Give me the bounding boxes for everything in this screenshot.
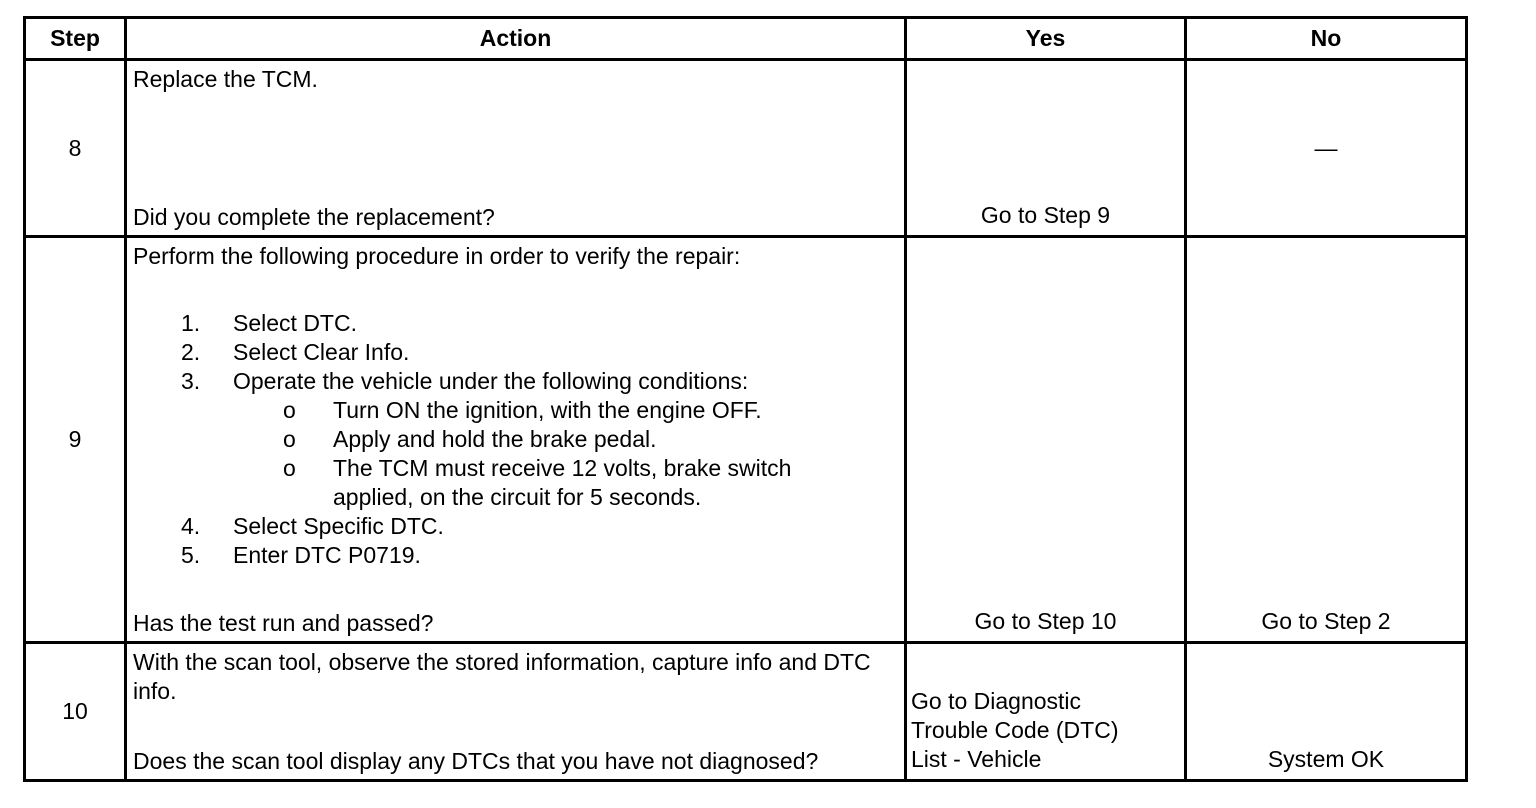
- no-value: System OK: [1267, 746, 1385, 772]
- procedure-list: [133, 309, 898, 570]
- step-number: 9: [25, 237, 126, 643]
- yes-cell: [906, 237, 1186, 643]
- list-item: 1. Select DTC.: [181, 310, 357, 336]
- yes-cell: [906, 643, 1186, 781]
- header-action: Action: [126, 18, 906, 60]
- action-cell: [126, 237, 906, 643]
- action-intro: With the scan tool, observe the stored information, capture info and DTC info.: [133, 649, 871, 704]
- no-value: —: [1314, 134, 1338, 161]
- action-intro: Replace the TCM.: [133, 66, 318, 92]
- no-link[interactable]: Go to Step 2: [1261, 608, 1391, 634]
- action-cell: [126, 60, 906, 237]
- header-yes: Yes: [906, 18, 1186, 60]
- header-step: Step: [25, 18, 126, 60]
- list-item: 5. Enter DTC P0719.: [181, 542, 421, 568]
- no-cell: [1186, 643, 1467, 781]
- step-number: 8: [25, 60, 126, 237]
- action-question: Does the scan tool display any DTCs that you have not diagnosed?: [133, 748, 819, 774]
- action-cell: [126, 643, 906, 781]
- list-item: o Apply and hold the brake pedal.: [283, 426, 657, 452]
- no-cell: [1186, 60, 1467, 237]
- action-question: Did you complete the replacement?: [133, 204, 495, 230]
- action-intro: Perform the following procedure in order to verify the repair:: [133, 243, 741, 269]
- table-row: [25, 237, 1467, 643]
- list-item: 3. Operate the vehicle under the following conditions: o Turn ON the ignition, with the engine OFF. o Apply and hold the brake pedal. o The TCM must receive 12 volts, brake switch applied, on the circuit for 5 seconds.: [133, 367, 898, 512]
- yes-link[interactable]: Go to Step 10: [974, 608, 1117, 634]
- yes-cell: [906, 60, 1186, 237]
- table-row: [25, 60, 1467, 237]
- diagnostic-table: [23, 16, 1468, 782]
- list-item: o Turn ON the ignition, with the engine OFF.: [283, 397, 762, 423]
- conditions-list: [233, 396, 898, 512]
- list-item: o The TCM must receive 12 volts, brake switch applied, on the circuit for 5 seconds.: [283, 455, 792, 510]
- header-no: No: [1186, 18, 1467, 60]
- list-item: 2. Select Clear Info.: [181, 339, 410, 365]
- header-row: [25, 18, 1467, 60]
- action-question: Has the test run and passed?: [133, 610, 434, 636]
- no-cell: [1186, 237, 1467, 643]
- step-number: 10: [25, 643, 126, 781]
- table-row: [25, 643, 1467, 781]
- yes-link[interactable]: Go to Diagnostic Trouble Code (DTC) List - Vehicle: [911, 688, 1119, 772]
- list-item: 4. Select Specific DTC.: [181, 513, 444, 539]
- yes-link[interactable]: Go to Step 9: [980, 202, 1111, 228]
